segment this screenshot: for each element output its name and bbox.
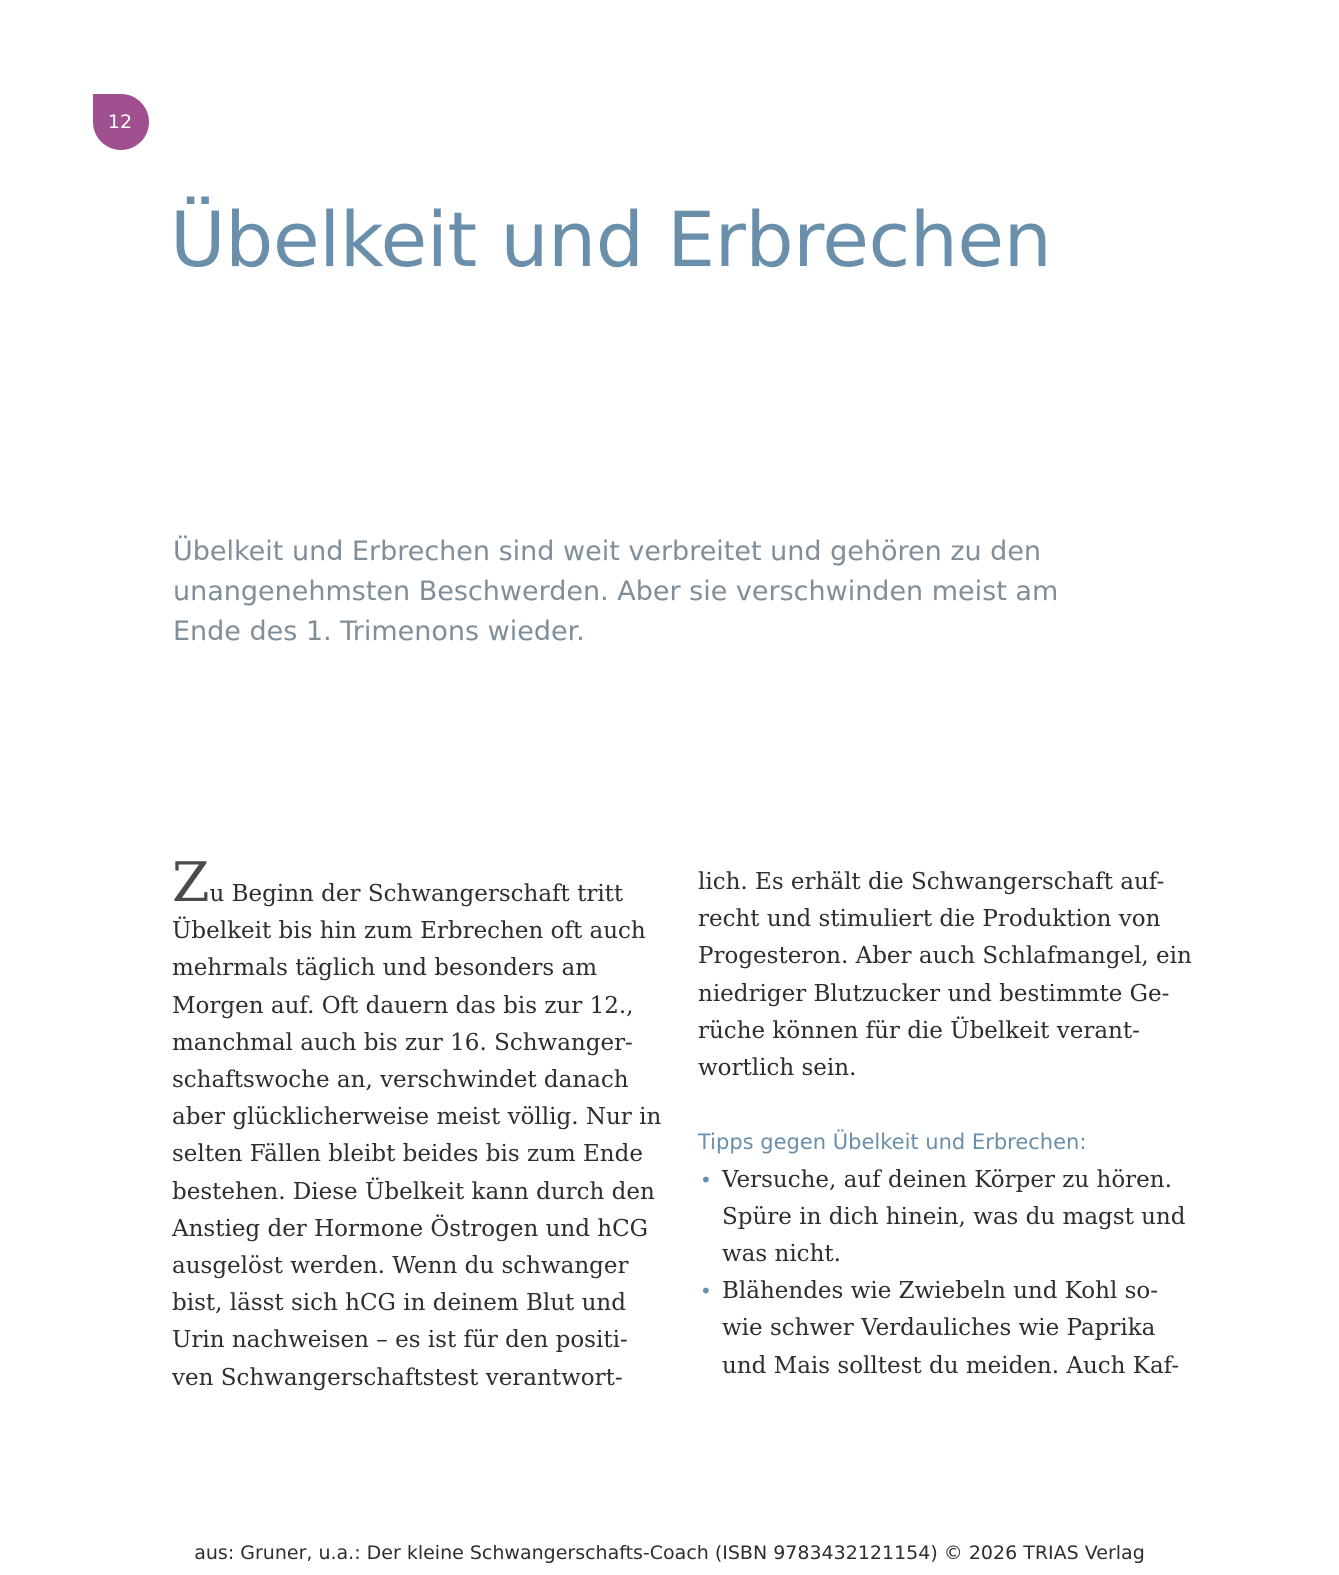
body-line: bestehen. Diese Übelkeit kann durch den	[172, 1178, 655, 1205]
body-line: lich. Es erhält die Schwangerschaft auf-	[698, 869, 1165, 895]
tips-heading: Tipps gegen Übelkeit und Erbrechen:	[698, 1130, 1087, 1155]
tip-line: was nicht.	[722, 1241, 841, 1268]
body-line: mehrmals täglich und besonders am	[172, 955, 598, 982]
body-line: ausgelöst werden. Wenn du schwanger	[172, 1253, 629, 1280]
body-line: schaftswoche an, verschwindet danach	[172, 1067, 629, 1094]
page-number: 12	[107, 111, 133, 133]
lead-line: Ende des 1. Trimenons wieder.	[173, 616, 585, 647]
tips-list	[698, 1162, 1186, 1385]
body-line: Übelkeit bis hin zum Erbrechen oft auch	[172, 918, 646, 945]
body-column-right	[698, 864, 1192, 1385]
bullet-icon: •	[700, 1279, 712, 1304]
tip-line: und Mais solltest du meiden. Auch Kaf-	[722, 1352, 1180, 1379]
body-line: selten Fällen bleibt beides bis zum Ende	[172, 1141, 643, 1168]
tip-item	[698, 1162, 1186, 1274]
body-line: Anstieg der Hormone Östrogen und hCG	[172, 1215, 649, 1242]
lead-line: unangenehmsten Beschwerden. Aber sie verschwinden meist am	[173, 576, 1059, 607]
body-line: Progesteron. Aber auch Schlafmangel, ein	[698, 943, 1192, 970]
source-footer: aus: Gruner, u.a.: Der kleine Schwangerschafts-Coach (ISBN 9783432121154) © 2026 TRIAS Verlag	[194, 1542, 1145, 1564]
body-line: Morgen auf. Oft dauern das bis zur 12.,	[172, 992, 634, 1019]
drop-cap: Z	[172, 851, 210, 914]
body-line: Urin nachweisen – es ist für den positi-	[172, 1327, 628, 1354]
body-line: bist, lässt sich hCG in deinem Blut und	[172, 1290, 626, 1317]
tip-line: wie schwer Verdauliches wie Paprika	[722, 1315, 1156, 1342]
body-column-left	[172, 851, 662, 1397]
tip-line: Versuche, auf deinen Körper zu hören.	[722, 1166, 1172, 1193]
tip-item	[698, 1273, 1178, 1385]
page-number-badge	[93, 94, 149, 150]
body-line: ven Schwangerschaftstest verantwort-	[172, 1364, 623, 1391]
tip-line: Spüre in dich hinein, was du magst und	[722, 1203, 1186, 1230]
body-paragraph	[698, 864, 1192, 1087]
body-line: recht und stimuliert die Produktion von	[698, 906, 1161, 933]
body-line: wortlich sein.	[698, 1055, 857, 1082]
body-line: aber glücklicherweise meist völlig. Nur in	[172, 1104, 662, 1131]
body-line: rüche können für die Übelkeit verant-	[698, 1017, 1140, 1044]
bullet-icon: •	[700, 1167, 712, 1192]
lead-line: Übelkeit und Erbrechen sind weit verbreitet und gehören zu den	[173, 536, 1042, 567]
lead-paragraph	[173, 532, 1133, 652]
body-line	[172, 851, 642, 914]
body-line-text: u Beginn der Schwangerschaft tritt	[209, 881, 624, 907]
body-line: niedriger Blutzucker und bestimmte Ge-	[698, 980, 1170, 1007]
body-paragraph	[172, 851, 662, 1397]
chapter-title: Übelkeit und Erbrechen	[170, 195, 1052, 284]
tip-line: Blähendes wie Zwiebeln und Kohl so-	[722, 1278, 1159, 1305]
body-line: manchmal auch bis zur 16. Schwanger-	[172, 1029, 633, 1056]
